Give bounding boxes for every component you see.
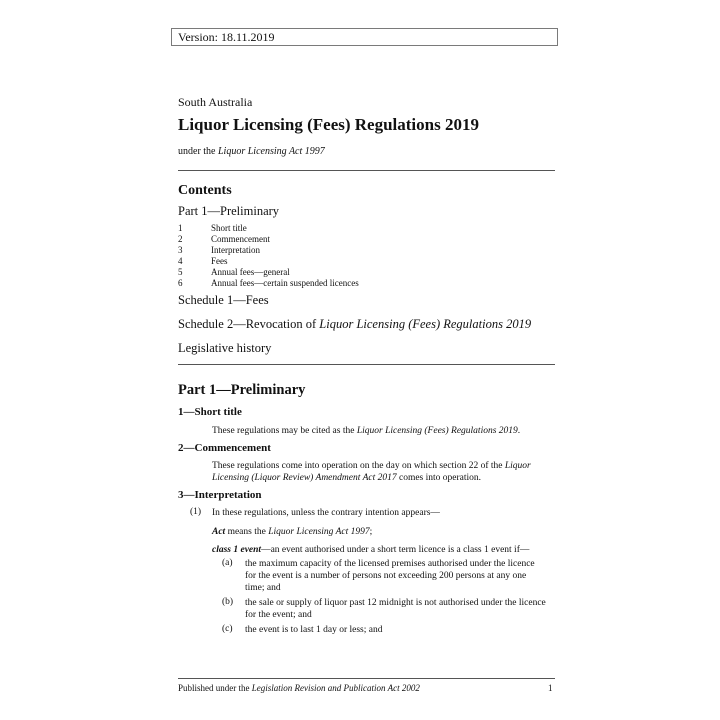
toc-item-number: 4 [178,256,183,266]
divider [178,170,555,171]
section2-text-prefix: These regulations come into operation on the day on which section 22 of the [212,461,505,471]
document-title: Liquor Licensing (Fees) Regulations 2019 [178,115,479,134]
divider [178,364,555,365]
section1-text-prefix: These regulations may be cited as the [212,426,357,436]
defined-term: Act [212,527,226,537]
section1-heading: 1—Short title [178,406,242,418]
enabling-act-line [178,146,325,157]
section1-text-suffix: . [517,426,521,436]
toc-part1-link[interactable]: Part 1—Preliminary [178,204,280,218]
section2-heading: 2—Commencement [178,442,271,454]
toc-schedule2-prefix: Schedule 2—Revocation of [178,317,320,331]
subsection-label: (1) [190,507,202,517]
footer-divider [178,678,555,679]
toc-item-number: 3 [178,245,183,255]
toc-schedule1-link[interactable]: Schedule 1—Fees [178,293,269,307]
toc-item[interactable] [178,267,290,278]
item-label: (b) [222,597,234,607]
toc-item-label: Interpretation [211,245,260,255]
item-label: (c) [222,624,233,634]
toc-item[interactable] [178,223,247,234]
definition-mid: means the [225,527,269,537]
under-prefix: under the [178,146,218,157]
part1-heading: Part 1—Preliminary [178,382,306,398]
toc-item-label: Fees [211,256,228,266]
toc-item[interactable] [178,245,260,256]
version-text: Version: 18.11.2019 [178,30,275,44]
toc-item-number: 1 [178,223,183,233]
toc-item[interactable] [178,234,270,245]
toc-item-number: 5 [178,267,183,277]
section2-text [212,460,542,484]
item-label: (a) [222,558,233,568]
item-text: the sale or supply of liquor past 12 midnight is not authorised under the licence for the event; and [245,598,546,620]
footer-publication-note [178,683,420,693]
amendment-act-link[interactable]: Liquor Licensing (Liquor Review) Amendment Act 2017 [212,461,531,483]
toc-item-label: Commencement [211,234,270,244]
toc-item-label: Annual fees—certain suspended licences [211,278,359,288]
footer-prefix: Published under the [178,683,252,693]
section2-text-suffix: comes into operation. [396,473,482,483]
jurisdiction-label: South Australia [178,95,253,109]
item-text: the event is to last 1 day or less; and [245,625,383,635]
toc-schedule2-title: Liquor Licensing (Fees) Regulations 2019 [319,317,532,331]
definition-act [212,526,542,538]
enabling-act-link[interactable]: Liquor Licensing Act 1997 [218,146,325,157]
definition-text: —an event authorised under a short term licence is a class 1 event if— [261,545,530,555]
version-header [171,28,558,46]
page-number: 1 [548,683,553,693]
toc-item[interactable] [178,256,228,267]
contents-heading: Contents [178,183,232,198]
item-text: the maximum capacity of the licensed premises authorised under the licence for the event is a number of persons not exceeding 200 persons at any one time; and [245,559,535,593]
publication-act-link[interactable]: Legislation Revision and Publication Act 2002 [251,683,420,693]
section3-heading: 3—Interpretation [178,489,262,501]
defined-term: class 1 event [212,545,262,555]
definition-class1-event [212,544,552,556]
definition-end: ; [369,527,373,537]
toc-item-label: Annual fees—general [211,267,290,277]
toc-item-number: 6 [178,278,183,288]
toc-schedule2-link[interactable] [178,317,531,332]
toc-item-number: 2 [178,234,183,244]
toc-item[interactable] [178,278,359,289]
act-link[interactable]: Liquor Licensing Act 1997 [268,527,370,537]
subsection-text: In these regulations, unless the contrary intention appears— [212,508,440,518]
section1-text [212,425,552,437]
citation-title: Liquor Licensing (Fees) Regulations 2019 [356,426,518,436]
toc-legislative-history-link[interactable]: Legislative history [178,341,272,355]
toc-item-label: Short title [211,223,247,233]
